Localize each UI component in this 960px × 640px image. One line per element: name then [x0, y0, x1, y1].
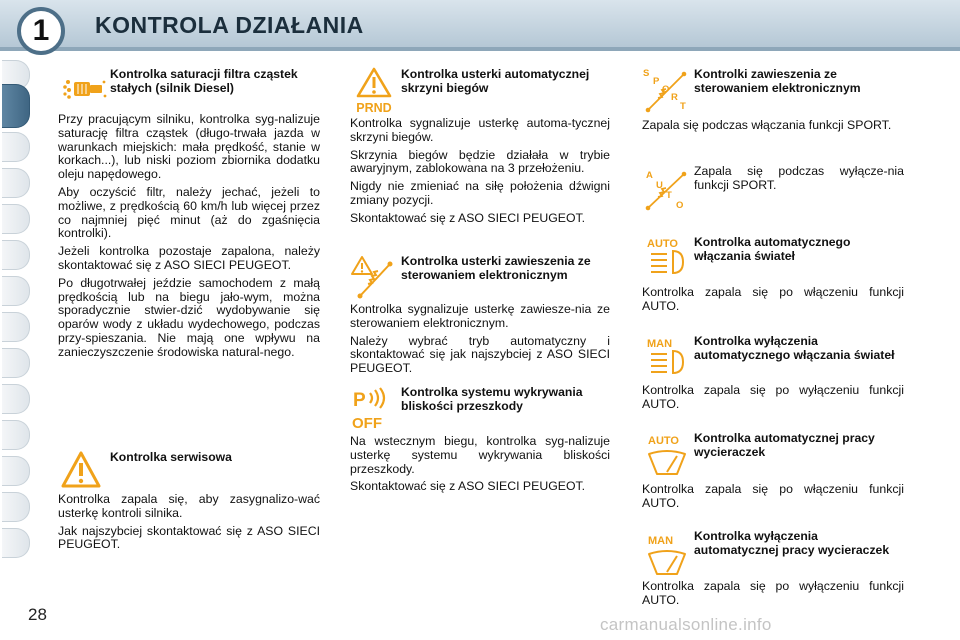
paragraph: Na wstecznym biegu, kontrolka syg-nalizuje usterkę systemu wykrywania bliskości przeszkody. — [350, 434, 610, 476]
paragraph: Należy wybrać tryb automatyczny i skontaktować się jak najszybciej z ASO SIECI PEUGEOT. — [350, 333, 610, 376]
paragraph: Kontrolka zapala się, aby zasygnalizo-wać usterkę kontroli silnika. — [58, 492, 320, 520]
paragraph: Jeżeli kontrolka pozostaje zapalona, należy skontaktować się z ASO SIECI PEUGEOT. — [58, 244, 320, 272]
gearbox-title: Kontrolka usterki automatycznej skrzyni biegów — [401, 67, 590, 95]
auto-wipers-on-icon — [645, 432, 691, 476]
lights-on-icon-label: AUTO — [647, 238, 678, 250]
auto-lights-off-icon — [645, 335, 691, 377]
chapter-tab[interactable] — [2, 348, 30, 378]
paragraph: Aby oczyścić filtr, należy jechać, jeżeli to możliwe, z prędkością 60 km/h lub więcej przez co najmniej pięć minut (aż do zgaśnięcia kontrolki). — [58, 184, 320, 241]
auto-letter: U — [656, 180, 663, 191]
parking-title: Kontrolka systemu wykrywania bliskości przeszkody — [401, 385, 583, 413]
chapter-tab[interactable] — [2, 384, 30, 414]
wipers-off-icon-label: MAN — [648, 535, 674, 547]
dpf-text — [58, 113, 320, 364]
sport-letter: P — [653, 76, 660, 87]
page-title: KONTROLA DZIAŁANIA — [95, 12, 364, 38]
paragraph: Po długotrwałej jeździe samochodem z małą prędkością lub na biegu jało-wym, można sporadycznie stwier-dzić wydobywanie się oparów wody z układu wydechowego, podczas przy-spieszania. Nie mają one wpływu na zanieczyszczenie środowiska natural-nego. — [58, 275, 320, 359]
lights-off-icon-label: MAN — [647, 338, 673, 350]
chapter-tab[interactable] — [2, 240, 30, 270]
sport-letter: S — [643, 68, 650, 79]
suspension-fault-text — [350, 303, 610, 380]
chapter-tab[interactable] — [2, 492, 30, 522]
suspension-sport-text — [642, 119, 904, 137]
parking-icon-label: P — [353, 390, 366, 411]
auto-letter: T — [666, 190, 672, 201]
paragraph: Jak najszybciej skontaktować się z ASO SIECI PEUGEOT. — [58, 523, 320, 552]
paragraph: Kontrolka sygnalizuje usterkę zawiesze-nia ze sterowaniem elektronicznym. — [350, 302, 610, 330]
paragraph: Kontrolka zapala się po włączeniu funkcji AUTO. — [642, 285, 904, 313]
suspension-auto-icon — [642, 168, 690, 212]
dpf-title: Kontrolka saturacji filtra cząstek stałych (silnik Diesel) — [110, 67, 298, 95]
chapter-tabs — [0, 60, 34, 580]
lights-off-text — [642, 384, 904, 416]
service-text — [58, 493, 320, 556]
paragraph: Skrzynia biegów będzie działała w trybie awaryjnym, zablokowana na 3 przełożeniu. — [350, 147, 610, 176]
chapter-tab[interactable] — [2, 456, 30, 486]
chapter-tab[interactable] — [2, 420, 30, 450]
sport-letter: R — [671, 92, 678, 103]
sport-letter: T — [680, 101, 686, 112]
gearbox-fault-icon — [350, 66, 398, 114]
chapter-tab[interactable] — [2, 168, 30, 198]
suspension-sport-icon — [640, 66, 690, 114]
suspension-fault-title: Kontrolka usterki zawieszenia ze sterowaniem elektronicznym — [401, 254, 591, 282]
watermark: carmanualsonline.info — [600, 615, 772, 634]
warning-triangle-icon — [60, 450, 102, 490]
paragraph: Nigdy nie zmieniać na siłę położenia dźwigni zmiany pozycji. — [350, 179, 610, 207]
suspension-sport-title: Kontrolki zawieszenia ze sterowaniem elektronicznym — [694, 67, 861, 95]
wipers-off-title: Kontrolka wyłączenia automatycznej pracy wycieraczek — [694, 529, 890, 557]
auto-lights-on-icon — [645, 235, 691, 277]
parking-text — [350, 435, 610, 498]
parking-sensor-off-icon — [350, 387, 394, 431]
chapter-tab[interactable] — [2, 312, 30, 342]
wipers-on-title: Kontrolka automatycznej pracy wycieraczek — [694, 431, 875, 459]
lights-on-text — [642, 286, 904, 318]
wipers-off-text — [642, 580, 904, 612]
paragraph: Kontrolka zapala się po wyłączeniu funkcji AUTO. — [642, 383, 904, 411]
sport-letter: O — [662, 84, 670, 95]
lights-off-title: Kontrolka wyłączenia automatycznego włączania świateł — [694, 334, 895, 362]
auto-wipers-off-icon — [645, 532, 691, 576]
header-divider — [0, 47, 960, 51]
paragraph: Kontrolka sygnalizuje usterkę automa-tycznej skrzyni biegów. — [350, 116, 610, 144]
lights-on-title: Kontrolka automatycznego włączania świateł — [694, 235, 851, 263]
paragraph: Skontaktować się z ASO SIECI PEUGEOT. — [350, 479, 586, 494]
chapter-tab[interactable] — [2, 528, 30, 558]
suspension-fault-icon — [350, 254, 394, 300]
wipers-on-icon-label: AUTO — [648, 435, 679, 447]
gearbox-icon-label: PRND — [356, 101, 392, 114]
paragraph: Przy pracującym silniku, kontrolka syg-nalizuje saturację filtra cząstek (długo-trwała jazda w warunkach miejskich: mała prędkość, stanie w korkach...), lub niski poziom zbiornika dodatku oleju napędowego. — [58, 112, 320, 182]
chapter-tab[interactable] — [2, 132, 30, 162]
page-number: 28 — [28, 605, 47, 624]
chapter-tab-active[interactable] — [2, 84, 30, 128]
auto-letter: O — [676, 200, 684, 211]
paragraph: Kontrolka zapala się po włączeniu funkcji AUTO. — [642, 482, 904, 510]
wipers-on-text — [642, 483, 904, 515]
parking-icon-off-label: OFF — [352, 415, 382, 431]
paragraph: Skontaktować się z ASO SIECI PEUGEOT. — [350, 210, 586, 225]
chapter-badge: 1 — [17, 7, 65, 55]
particle-filter-icon — [62, 70, 108, 110]
chapter-tab[interactable] — [2, 276, 30, 306]
gearbox-text — [350, 117, 610, 230]
suspension-auto-text: Zapala się podczas wyłącze-nia funkcji SPORT. — [694, 164, 904, 192]
paragraph: Zapala się podczas włączania funkcji SPORT. — [642, 118, 892, 132]
chapter-tab[interactable] — [2, 204, 30, 234]
auto-letter: A — [646, 170, 653, 181]
service-title: Kontrolka serwisowa — [110, 450, 232, 464]
paragraph: Kontrolka zapala się po wyłączeniu funkcji AUTO. — [642, 579, 904, 607]
